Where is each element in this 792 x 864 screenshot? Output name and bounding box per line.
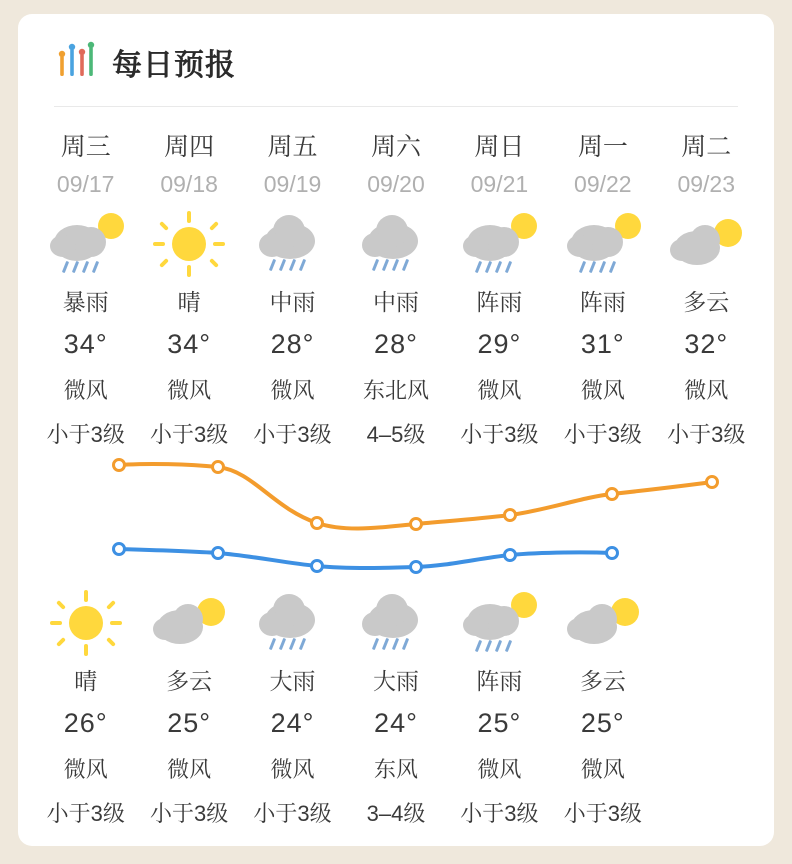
night-wind-level: 小于3级 bbox=[46, 801, 125, 826]
chart-point bbox=[114, 460, 125, 471]
chart-point bbox=[411, 519, 422, 530]
daily-forecast-card bbox=[18, 14, 774, 846]
night-column[interactable] bbox=[34, 585, 137, 828]
day-date: 09/23 bbox=[677, 171, 736, 197]
night-condition: 晴 bbox=[74, 668, 98, 694]
day-temperature: 34° bbox=[63, 329, 108, 359]
day-wind-level: 小于3级 bbox=[563, 422, 642, 447]
day-wind-direction: 微风 bbox=[167, 378, 212, 403]
cloud-sun-icon bbox=[137, 585, 240, 661]
night-condition: 大雨 bbox=[372, 668, 419, 694]
night-condition: 多云 bbox=[166, 668, 213, 694]
day-temperature: 29° bbox=[477, 329, 522, 359]
day-wind-level: 小于3级 bbox=[150, 422, 229, 447]
day-of-week: 周日 bbox=[474, 133, 525, 161]
sun-icon bbox=[137, 206, 240, 282]
night-wind-level: 小于3级 bbox=[253, 801, 332, 826]
cloud-sun-icon bbox=[655, 206, 758, 282]
chart-point bbox=[213, 548, 224, 559]
cloud-rain-icon bbox=[241, 585, 344, 661]
day-forecast-grid bbox=[18, 127, 774, 449]
day-of-week: 周三 bbox=[60, 133, 111, 161]
night-wind-direction: 微风 bbox=[167, 757, 212, 782]
day-of-week: 周五 bbox=[267, 133, 318, 161]
chart-point bbox=[312, 518, 323, 529]
day-column[interactable] bbox=[34, 127, 137, 449]
night-wind-level: 小于3级 bbox=[460, 801, 539, 826]
chart-point bbox=[411, 562, 422, 573]
day-condition: 暴雨 bbox=[62, 289, 109, 315]
cloud-rain-icon bbox=[344, 585, 447, 661]
low-temp-line bbox=[119, 549, 612, 568]
cloud-sun-rain-icon bbox=[551, 206, 654, 282]
day-wind-direction: 微风 bbox=[270, 378, 315, 403]
sun-icon bbox=[34, 585, 137, 661]
night-wind-level: 小于3级 bbox=[150, 801, 229, 826]
cloud-sun-icon bbox=[34, 206, 137, 282]
chart-point bbox=[505, 550, 516, 561]
temperature-trend-chart bbox=[18, 453, 774, 583]
night-wind-direction: 微风 bbox=[270, 757, 315, 782]
night-column[interactable] bbox=[344, 585, 447, 828]
chart-point bbox=[312, 561, 323, 572]
day-wind-direction: 微风 bbox=[477, 378, 522, 403]
night-condition: 多云 bbox=[579, 668, 626, 694]
day-wind-level: 小于3级 bbox=[46, 422, 125, 447]
day-wind-level: 小于3级 bbox=[253, 422, 332, 447]
day-date: 09/19 bbox=[263, 171, 322, 197]
day-condition: 多云 bbox=[683, 289, 730, 315]
day-wind-direction: 微风 bbox=[684, 378, 729, 403]
day-column[interactable] bbox=[448, 127, 551, 449]
day-temperature: 32° bbox=[684, 329, 729, 359]
night-condition: 阵雨 bbox=[476, 668, 523, 694]
day-condition: 阵雨 bbox=[476, 289, 523, 315]
night-condition: 大雨 bbox=[269, 668, 316, 694]
card-header bbox=[18, 14, 774, 82]
day-of-week: 周二 bbox=[681, 133, 732, 161]
day-date: 09/20 bbox=[367, 171, 425, 197]
day-temperature: 34° bbox=[167, 329, 212, 359]
day-column[interactable] bbox=[344, 127, 447, 449]
day-wind-direction: 微风 bbox=[580, 378, 625, 403]
night-temperature: 25° bbox=[580, 708, 625, 738]
chart-point bbox=[607, 489, 618, 500]
page-title: 每日预报 bbox=[112, 49, 236, 82]
day-condition: 阵雨 bbox=[579, 289, 626, 315]
day-date: 09/17 bbox=[56, 171, 115, 197]
day-date: 09/21 bbox=[470, 171, 529, 197]
night-forecast-grid bbox=[18, 585, 774, 828]
day-date: 09/18 bbox=[160, 171, 218, 197]
day-wind-direction: 东北风 bbox=[362, 378, 429, 403]
cloud-rain-icon bbox=[344, 206, 447, 282]
day-of-week: 周六 bbox=[370, 133, 421, 161]
night-temperature: 26° bbox=[63, 708, 108, 738]
night-wind-level: 3–4级 bbox=[366, 801, 426, 826]
night-temperature: 24° bbox=[374, 708, 418, 738]
day-condition: 晴 bbox=[177, 289, 201, 315]
night-column-empty bbox=[655, 585, 758, 828]
night-temperature: 24° bbox=[270, 708, 315, 738]
chart-point bbox=[707, 477, 718, 488]
night-wind-direction: 微风 bbox=[477, 757, 522, 782]
cloud-sun-rain-icon bbox=[448, 206, 551, 282]
cloud-rain-icon bbox=[241, 206, 344, 282]
day-date: 09/22 bbox=[574, 171, 632, 197]
day-of-week: 周一 bbox=[577, 133, 628, 161]
day-temperature: 28° bbox=[374, 329, 418, 359]
day-column[interactable] bbox=[551, 127, 654, 449]
chart-point bbox=[213, 462, 224, 473]
cloud-sun-icon bbox=[551, 585, 654, 661]
night-wind-direction: 东风 bbox=[373, 757, 418, 782]
night-column[interactable] bbox=[241, 585, 344, 828]
night-column[interactable] bbox=[551, 585, 654, 828]
day-column[interactable] bbox=[241, 127, 344, 449]
night-wind-level: 小于3级 bbox=[563, 801, 642, 826]
night-temperature: 25° bbox=[167, 708, 212, 738]
day-temperature: 31° bbox=[580, 329, 625, 359]
night-column[interactable] bbox=[448, 585, 551, 828]
day-column[interactable] bbox=[655, 127, 758, 449]
night-wind-direction: 微风 bbox=[580, 757, 625, 782]
header-divider bbox=[54, 106, 738, 107]
day-wind-level: 小于3级 bbox=[460, 422, 539, 447]
cloud-sun-rain-icon bbox=[448, 585, 551, 661]
day-wind-level: 小于3级 bbox=[667, 422, 746, 447]
day-of-week: 周四 bbox=[164, 133, 215, 161]
day-condition: 中雨 bbox=[372, 289, 419, 315]
chart-point bbox=[505, 510, 516, 521]
night-column[interactable] bbox=[137, 585, 240, 828]
day-condition: 中雨 bbox=[269, 289, 316, 315]
night-temperature: 25° bbox=[477, 708, 522, 738]
night-wind-direction: 微风 bbox=[63, 757, 108, 782]
day-wind-level: 4–5级 bbox=[366, 422, 426, 447]
day-wind-direction: 微风 bbox=[63, 378, 108, 403]
chart-point bbox=[607, 548, 618, 559]
bar-chart-icon bbox=[54, 40, 98, 84]
day-temperature: 28° bbox=[270, 329, 315, 359]
day-column[interactable] bbox=[137, 127, 240, 449]
chart-point bbox=[114, 544, 125, 555]
